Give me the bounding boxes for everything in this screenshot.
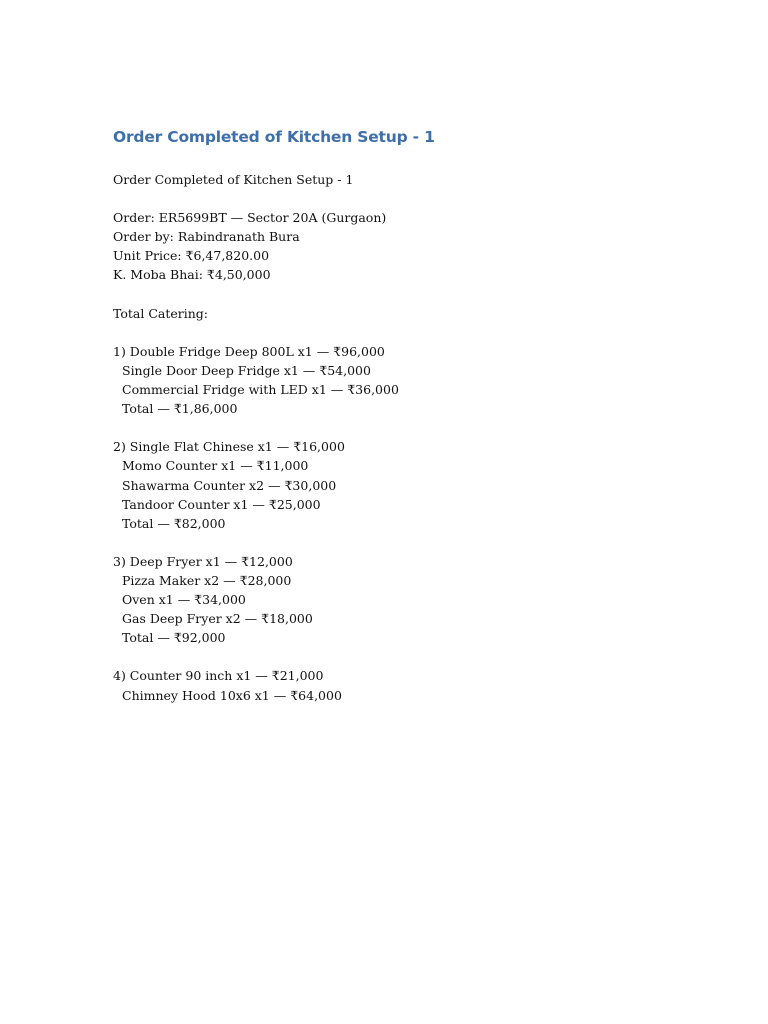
section-item-line: 3) Deep Fryer x1 — ₹12,000 (113, 553, 293, 569)
order-info-block (113, 208, 713, 284)
section-item-line: Gas Deep Fryer x2 — ₹18,000 (122, 611, 313, 627)
moba-bhai-line: K. Moba Bhai: ₹4,50,000 (113, 267, 271, 283)
section-item-line: Commercial Fridge with LED x1 — ₹36,000 (122, 382, 399, 398)
paragraph-gap (113, 323, 713, 342)
section-item-line: Pizza Maker x2 — ₹28,000 (122, 572, 292, 588)
section-item-line: 1) Double Fridge Deep 800L x1 — ₹96,000 (113, 343, 385, 359)
document-page (113, 124, 713, 705)
paragraph-gap (113, 533, 713, 552)
section-total-line: Total — ₹92,000 (122, 630, 226, 646)
section-item-line: Momo Counter x1 — ₹11,000 (122, 458, 309, 474)
unit-price-line: Unit Price: ₹6,47,820.00 (113, 248, 270, 264)
section-item-line: Tandoor Counter x1 — ₹25,000 (122, 496, 321, 512)
order-number-line: Order: ER5699BT — Sector 20A (Gurgaon) (113, 210, 387, 226)
section-item-line: 2) Single Flat Chinese x1 — ₹16,000 (113, 439, 345, 455)
section-total-line: Total — ₹1,86,000 (122, 401, 238, 417)
section-total-line: Total — ₹82,000 (122, 515, 226, 531)
document-body (113, 170, 713, 705)
catering-section-4 (113, 666, 713, 704)
catering-section-1 (113, 342, 713, 418)
section-item-line: Chimney Hood 10x6 x1 — ₹64,000 (122, 687, 342, 703)
paragraph-gap (113, 189, 713, 208)
document-subtitle: Order Completed of Kitchen Setup - 1 (113, 172, 354, 187)
section-item-line: Shawarma Counter x2 — ₹30,000 (122, 477, 337, 493)
paragraph-gap (113, 285, 713, 304)
section-item-line: Single Door Deep Fridge x1 — ₹54,000 (122, 362, 371, 378)
paragraph-gap (113, 647, 713, 666)
catering-section-2 (113, 437, 713, 532)
document-heading: Order Completed of Kitchen Setup - 1 (113, 128, 435, 146)
section-item-line: 4) Counter 90 inch x1 — ₹21,000 (113, 668, 324, 684)
paragraph-gap (113, 418, 713, 437)
order-by-line: Order by: Rabindranath Bura (113, 229, 300, 245)
catering-label: Total Catering: (113, 305, 209, 321)
section-item-line: Oven x1 — ₹34,000 (122, 592, 246, 608)
catering-section-3 (113, 552, 713, 647)
